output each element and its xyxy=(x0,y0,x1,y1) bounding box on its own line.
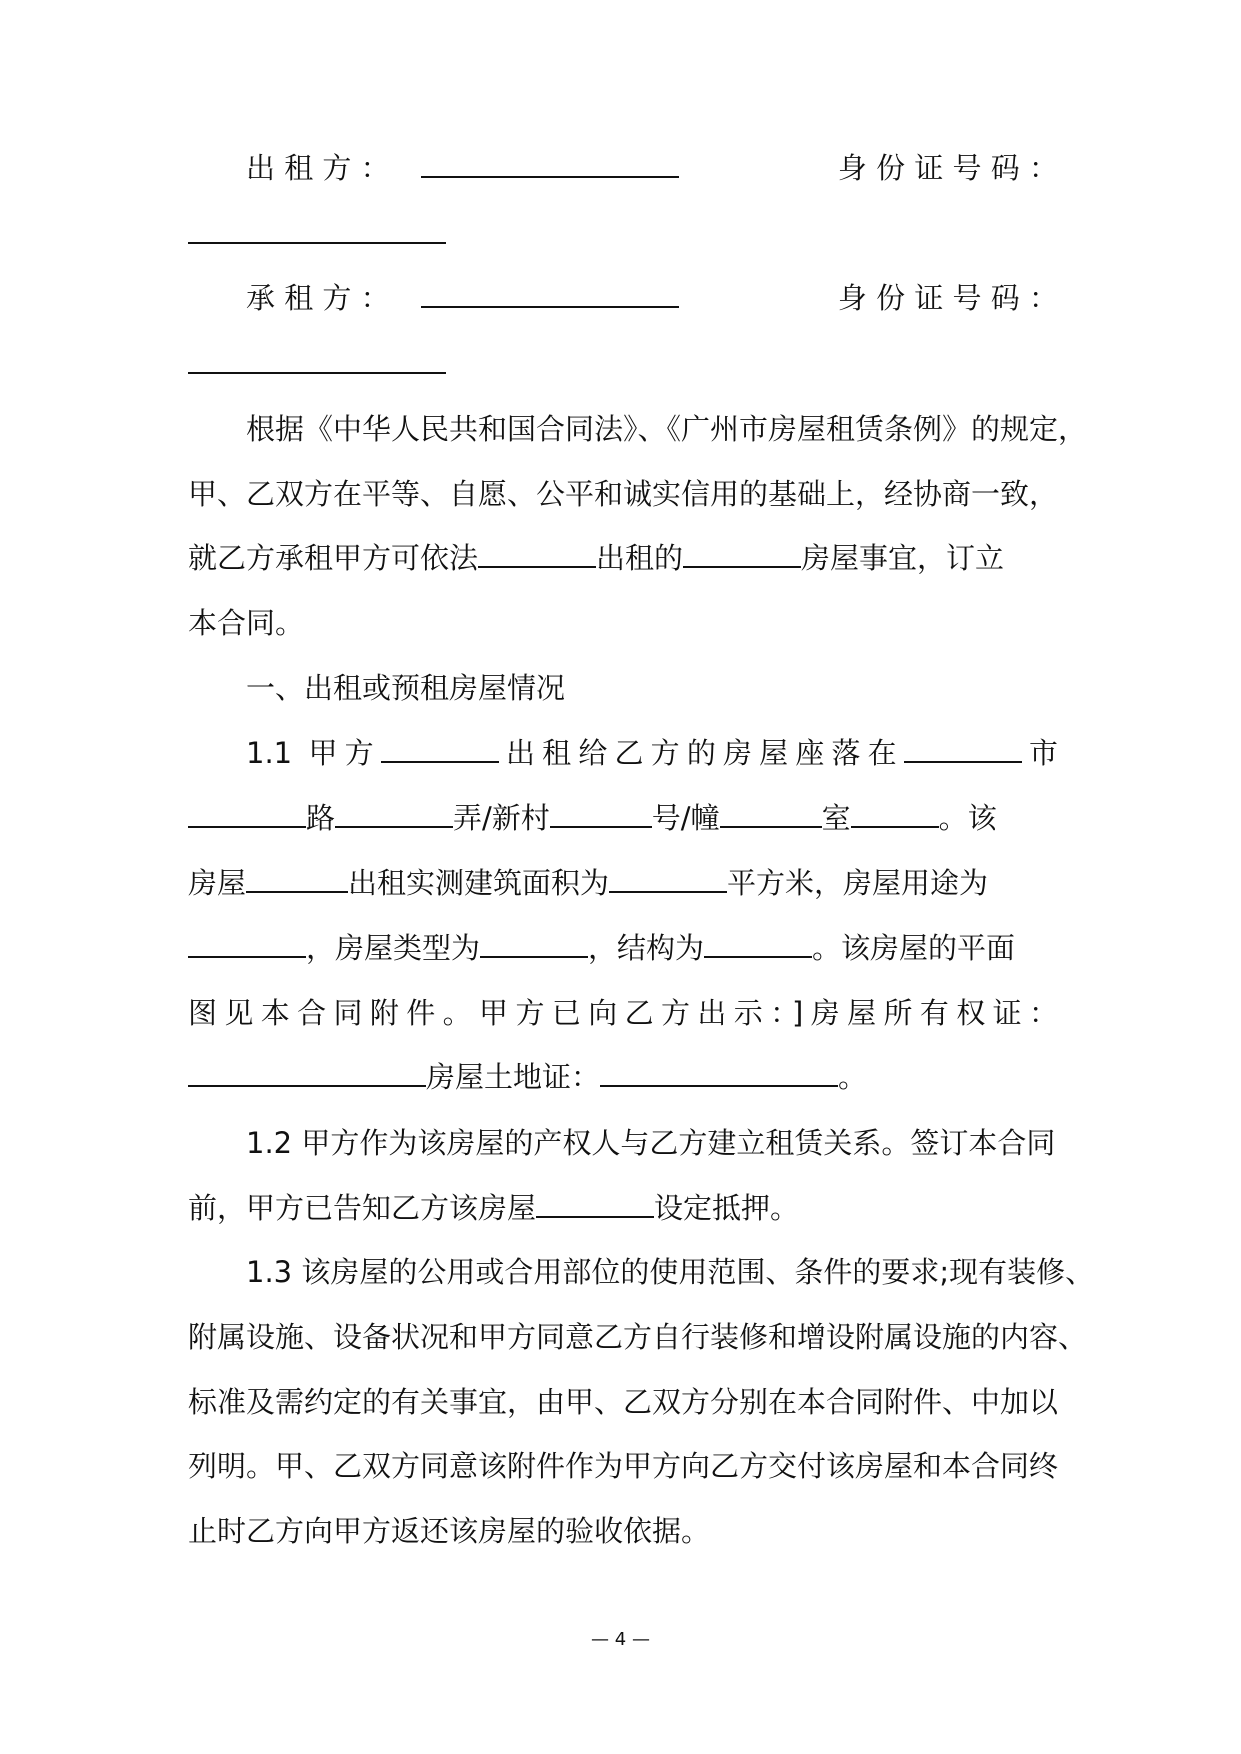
clause-1-2-line-2 xyxy=(188,1188,1058,1228)
lessor-label: 出 租 方 ： xyxy=(246,151,390,185)
land-cert-blank xyxy=(600,1059,838,1087)
clause-1-1-line-5: 图见本合同附件。甲方已向乙方出示：]房屋所有权证： xyxy=(188,996,1058,1030)
clause-1-1-text-b: 出租给乙方的房屋座落在 xyxy=(498,736,904,770)
section-heading: 一、出租或预租房屋情况 xyxy=(246,671,566,705)
address-room-blank xyxy=(851,800,939,828)
lessee-id-blank xyxy=(188,346,446,374)
type-text: ，房屋类型为 xyxy=(306,931,481,965)
preamble-text-a: 就乙方承租甲方可依法 xyxy=(188,541,479,575)
clause-1-3-line-5: 止时乙方向甲方返还该房屋的验收依据。 xyxy=(188,1514,711,1548)
address-end-text: 。该 xyxy=(938,801,997,835)
clause-1-1-text-a: 1.1 甲方 xyxy=(246,736,381,770)
address-number-label: 号/幢 xyxy=(651,801,720,835)
clause-1-3-line-3: 标准及需约定的有关事宜，由甲、乙双方分别在本合同附件、中加以 xyxy=(188,1385,1059,1419)
mortgage-text-b: 设定抵押。 xyxy=(654,1191,800,1225)
lessee-id-line xyxy=(188,344,1058,384)
page-number: — 4 — xyxy=(591,1629,650,1650)
clause-1-1-text-c: 市 xyxy=(1021,736,1058,770)
land-cert-end: 。 xyxy=(838,1060,868,1094)
structure-blank xyxy=(704,930,812,958)
clause-1-3-line-1: 1.3 该房屋的公用或合用部位的使用范围、条件的要求;现有装修、 xyxy=(246,1255,1095,1289)
mortgage-blank xyxy=(536,1190,654,1218)
lessor-id-line xyxy=(188,214,1058,254)
lessee-id-label: 身 份 证 号 码 ： xyxy=(837,281,1058,315)
preamble-line-4: 本合同。 xyxy=(188,606,305,640)
area-text-b: 出租实测建筑面积为 xyxy=(348,866,610,900)
lessor-id-label: 身 份 证 号 码 ： xyxy=(837,151,1058,185)
preamble-blank-2 xyxy=(683,540,801,568)
address-building-blank xyxy=(720,800,822,828)
clause-1-3-line-4: 列明。甲、乙双方同意该附件作为甲方向乙方交付该房屋和本合同终 xyxy=(188,1449,1059,1483)
address-lane-blank xyxy=(335,800,453,828)
mortgage-text-a: 前，甲方已告知乙方该房屋 xyxy=(188,1191,537,1225)
address-road-label: 路 xyxy=(306,801,336,835)
clause-1-1-line-1 xyxy=(246,733,1058,773)
lessor-name-blank xyxy=(421,150,679,178)
clause-1-1-line-4 xyxy=(188,928,1058,968)
address-number-blank xyxy=(550,800,652,828)
area-text-a: 房屋 xyxy=(188,866,247,900)
type-blank xyxy=(480,930,588,958)
preamble-line-1: 根据《中华人民共和国合同法》、《广州市房屋租赁条例》的规定， xyxy=(246,412,1088,446)
clause-1-1-line-6 xyxy=(188,1057,1058,1097)
plan-text: 。该房屋的平面 xyxy=(812,931,1016,965)
preamble-blank-1 xyxy=(478,540,596,568)
clause-1-1-blank-lessor xyxy=(381,735,499,763)
address-road-blank xyxy=(188,800,306,828)
clause-1-1-blank-city xyxy=(904,735,1022,763)
preamble-line-2: 甲、乙双方在平等、自愿、公平和诚实信用的基础上，经协商一致， xyxy=(188,477,1059,511)
lessee-name-blank xyxy=(421,280,679,308)
clause-1-1-line-2 xyxy=(188,798,1058,838)
lessee-line xyxy=(246,278,1058,318)
lessor-line xyxy=(246,148,1058,188)
lessee-label: 承 租 方 ： xyxy=(246,281,390,315)
lessor-id-blank xyxy=(188,216,446,244)
preamble-line-3 xyxy=(188,538,1058,578)
usage-blank xyxy=(188,930,306,958)
clause-1-2-line-1: 1.2 甲方作为该房屋的产权人与乙方建立租赁关系。签订本合同 xyxy=(246,1126,1056,1160)
address-lane-label: 弄/新村 xyxy=(453,801,550,835)
clause-1-3-line-2: 附属设施、设备状况和甲方同意乙方自行装修和增设附属设施的内容、 xyxy=(188,1320,1088,1354)
preamble-text-c: 房屋事宜，订立 xyxy=(801,541,1005,575)
address-room-label: 室 xyxy=(821,801,851,835)
structure-text: ，结构为 xyxy=(588,931,705,965)
area-blank-1 xyxy=(246,865,348,893)
ownership-cert-blank xyxy=(188,1059,426,1087)
preamble-text-b: 出租的 xyxy=(596,541,684,575)
area-text-c: 平方米，房屋用途为 xyxy=(727,866,989,900)
clause-1-1-line-3 xyxy=(188,863,1058,903)
land-cert-text: 房屋土地证： xyxy=(426,1060,601,1094)
area-blank-2 xyxy=(609,865,727,893)
